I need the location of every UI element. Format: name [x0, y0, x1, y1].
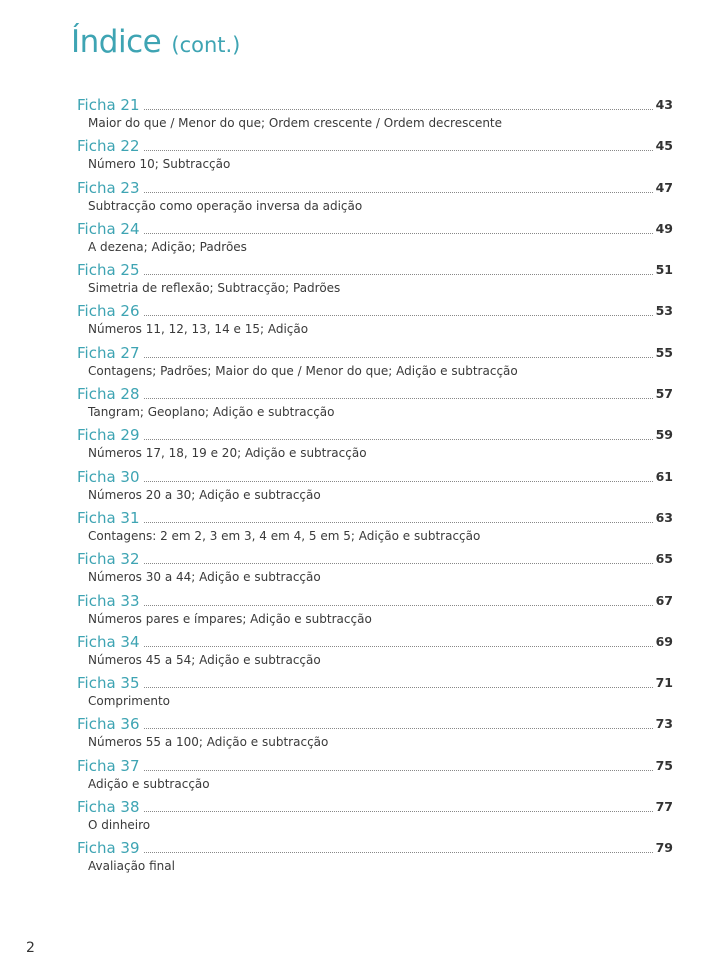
toc-entry[interactable]: [77, 754, 673, 795]
toc-entry[interactable]: [77, 795, 673, 836]
toc-entry-description: Números pares e ímpares; Adição e subtracção: [88, 611, 372, 626]
toc-entry-title: Ficha 33: [77, 591, 140, 610]
toc-entry-title: Ficha 28: [77, 385, 140, 404]
dot-leader: [144, 686, 653, 688]
toc-entry-page: 75: [655, 757, 673, 773]
toc-entry-heading: [77, 795, 673, 816]
toc-entry-title: Ficha 22: [77, 137, 140, 156]
dot-leader: [144, 356, 653, 358]
toc-entry-title: Ficha 23: [77, 178, 140, 197]
toc-entry[interactable]: [77, 423, 673, 464]
dot-leader: [144, 480, 653, 482]
dot-leader: [144, 562, 653, 564]
toc-entry-description: Números 11, 12, 13, 14 e 15; Adição: [88, 322, 309, 337]
toc-entry-page: 67: [655, 592, 673, 608]
toc-entry-title: Ficha 26: [77, 302, 140, 321]
toc-entry[interactable]: [77, 589, 673, 630]
toc-entry-description: Números 55 a 100; Adição e subtracção: [88, 735, 329, 750]
toc-entry-description: Contagens: 2 em 2, 3 em 3, 4 em 4, 5 em 5; Adição e subtracção: [88, 528, 481, 543]
toc-entry-page: 45: [655, 138, 673, 154]
dot-leader: [144, 108, 653, 110]
toc-entry[interactable]: [77, 258, 673, 299]
toc-entry[interactable]: [77, 506, 673, 547]
toc-entry-description: Número 10; Subtracção: [88, 157, 231, 172]
toc-entry[interactable]: [77, 382, 673, 423]
toc-entry-heading: [77, 382, 673, 403]
toc-entry-title: Ficha 29: [77, 426, 140, 445]
dot-leader: [144, 314, 653, 316]
toc-entry-page: 77: [655, 799, 673, 815]
toc-entry-heading: [77, 589, 673, 610]
toc-entry-description: Números 20 a 30; Adição e subtracção: [88, 487, 321, 502]
toc-entry-heading: [77, 754, 673, 775]
toc-entry[interactable]: [77, 465, 673, 506]
dot-leader: [144, 397, 653, 399]
toc-entry[interactable]: [77, 176, 673, 217]
toc-entry-heading: [77, 341, 673, 362]
toc-entry[interactable]: [77, 341, 673, 382]
dot-leader: [144, 438, 653, 440]
toc-entry[interactable]: [77, 93, 673, 134]
toc-entry-description: Avaliação final: [88, 859, 175, 874]
toc-entry-description: Tangram; Geoplano; Adição e subtracção: [88, 405, 335, 420]
toc-entry-heading: [77, 217, 673, 238]
toc-entry-heading: [77, 258, 673, 279]
toc-entry-heading: [77, 671, 673, 692]
toc-entry[interactable]: [77, 217, 673, 258]
dot-leader: [144, 273, 653, 275]
toc-entry-title: Ficha 27: [77, 343, 140, 362]
toc-entry[interactable]: [77, 836, 673, 877]
dot-leader: [144, 521, 653, 523]
toc-entry-page: 65: [655, 551, 673, 567]
toc-entry-heading: [77, 630, 673, 651]
toc-entry-title: Ficha 21: [77, 96, 140, 114]
toc-entry[interactable]: [77, 547, 673, 588]
dot-leader: [144, 232, 653, 234]
toc-entry-heading: [77, 547, 673, 568]
toc-entry-description: Números 45 a 54; Adição e subtracção: [88, 652, 321, 667]
toc-entry-title: Ficha 37: [77, 756, 140, 775]
toc-entry-page: 63: [655, 509, 673, 525]
toc-entry-description: O dinheiro: [88, 818, 151, 833]
dot-leader: [144, 851, 653, 853]
toc-entry-page: 51: [655, 262, 673, 278]
dot-leader: [144, 810, 653, 812]
toc-entry[interactable]: [77, 671, 673, 712]
toc-entry-description: Simetria de reflexão; Subtracção; Padrões: [88, 281, 341, 296]
toc-entry-title: Ficha 38: [77, 798, 140, 817]
toc-entry-description: Adição e subtracção: [88, 776, 210, 791]
toc-entry-description: Contagens; Padrões; Maior do que / Menor do que; Adição e subtracção: [88, 363, 518, 378]
toc-entry-page: 61: [655, 468, 673, 484]
toc-entry-page: 49: [655, 220, 673, 236]
dot-leader: [144, 769, 653, 771]
toc-entry-description: Números 30 a 44; Adição e subtracção: [88, 570, 321, 585]
dot-leader: [144, 645, 653, 647]
toc-entry[interactable]: [77, 712, 673, 753]
toc-entry-description: Maior do que / Menor do que; Ordem crescente / Ordem decrescente: [88, 116, 503, 130]
dot-leader: [144, 604, 653, 606]
dot-leader: [144, 149, 653, 151]
toc-entry-title: Ficha 34: [77, 632, 140, 651]
toc-entry-heading: [77, 299, 673, 320]
toc-entry-title: Ficha 32: [77, 550, 140, 569]
toc-entry-title: Ficha 31: [77, 508, 140, 527]
toc-entry-description: Números 17, 18, 19 e 20; Adição e subtracção: [88, 446, 367, 461]
toc-entry[interactable]: [77, 134, 673, 175]
toc-entry-title: Ficha 24: [77, 219, 140, 238]
toc-entry-heading: [77, 93, 673, 114]
title-text: Índice: [71, 24, 162, 60]
toc-entry-page: 59: [655, 427, 673, 443]
title-subtitle: (cont.): [171, 33, 241, 57]
dot-leader: [144, 191, 653, 193]
toc-entry-heading: [77, 423, 673, 444]
toc-entry-description: Comprimento: [88, 694, 171, 709]
toc-entry-page: 69: [655, 633, 673, 649]
toc-entry-page: 55: [655, 344, 673, 360]
toc-entry-description: A dezena; Adição; Padrões: [88, 239, 247, 254]
toc-entry-heading: [77, 465, 673, 486]
page-title: [71, 22, 240, 60]
toc-entry-page: 73: [655, 716, 673, 732]
toc-entry-page: 47: [655, 179, 673, 195]
toc-entry-description: Subtracção como operação inversa da adição: [88, 198, 363, 213]
toc-entry-page: 79: [655, 840, 673, 856]
toc-entry-title: Ficha 35: [77, 674, 140, 693]
toc-entry-heading: [77, 176, 673, 197]
toc-entry-page: 71: [655, 675, 673, 691]
toc-entry-heading: [77, 134, 673, 155]
toc-entry[interactable]: [77, 630, 673, 671]
toc-entry-heading: [77, 712, 673, 733]
toc-entry-page: 43: [655, 97, 673, 112]
toc-entry-title: Ficha 25: [77, 261, 140, 280]
toc-entry-title: Ficha 30: [77, 467, 140, 486]
toc-entry[interactable]: [77, 299, 673, 340]
toc-entry-title: Ficha 39: [77, 839, 140, 858]
dot-leader: [144, 727, 653, 729]
toc-entry-page: 53: [655, 303, 673, 319]
toc-entry-heading: [77, 836, 673, 857]
toc-entry-title: Ficha 36: [77, 715, 140, 734]
toc-entry-heading: [77, 506, 673, 527]
page-number: 2: [26, 940, 35, 956]
table-of-contents: [77, 93, 673, 878]
toc-entry-page: 57: [655, 386, 673, 402]
